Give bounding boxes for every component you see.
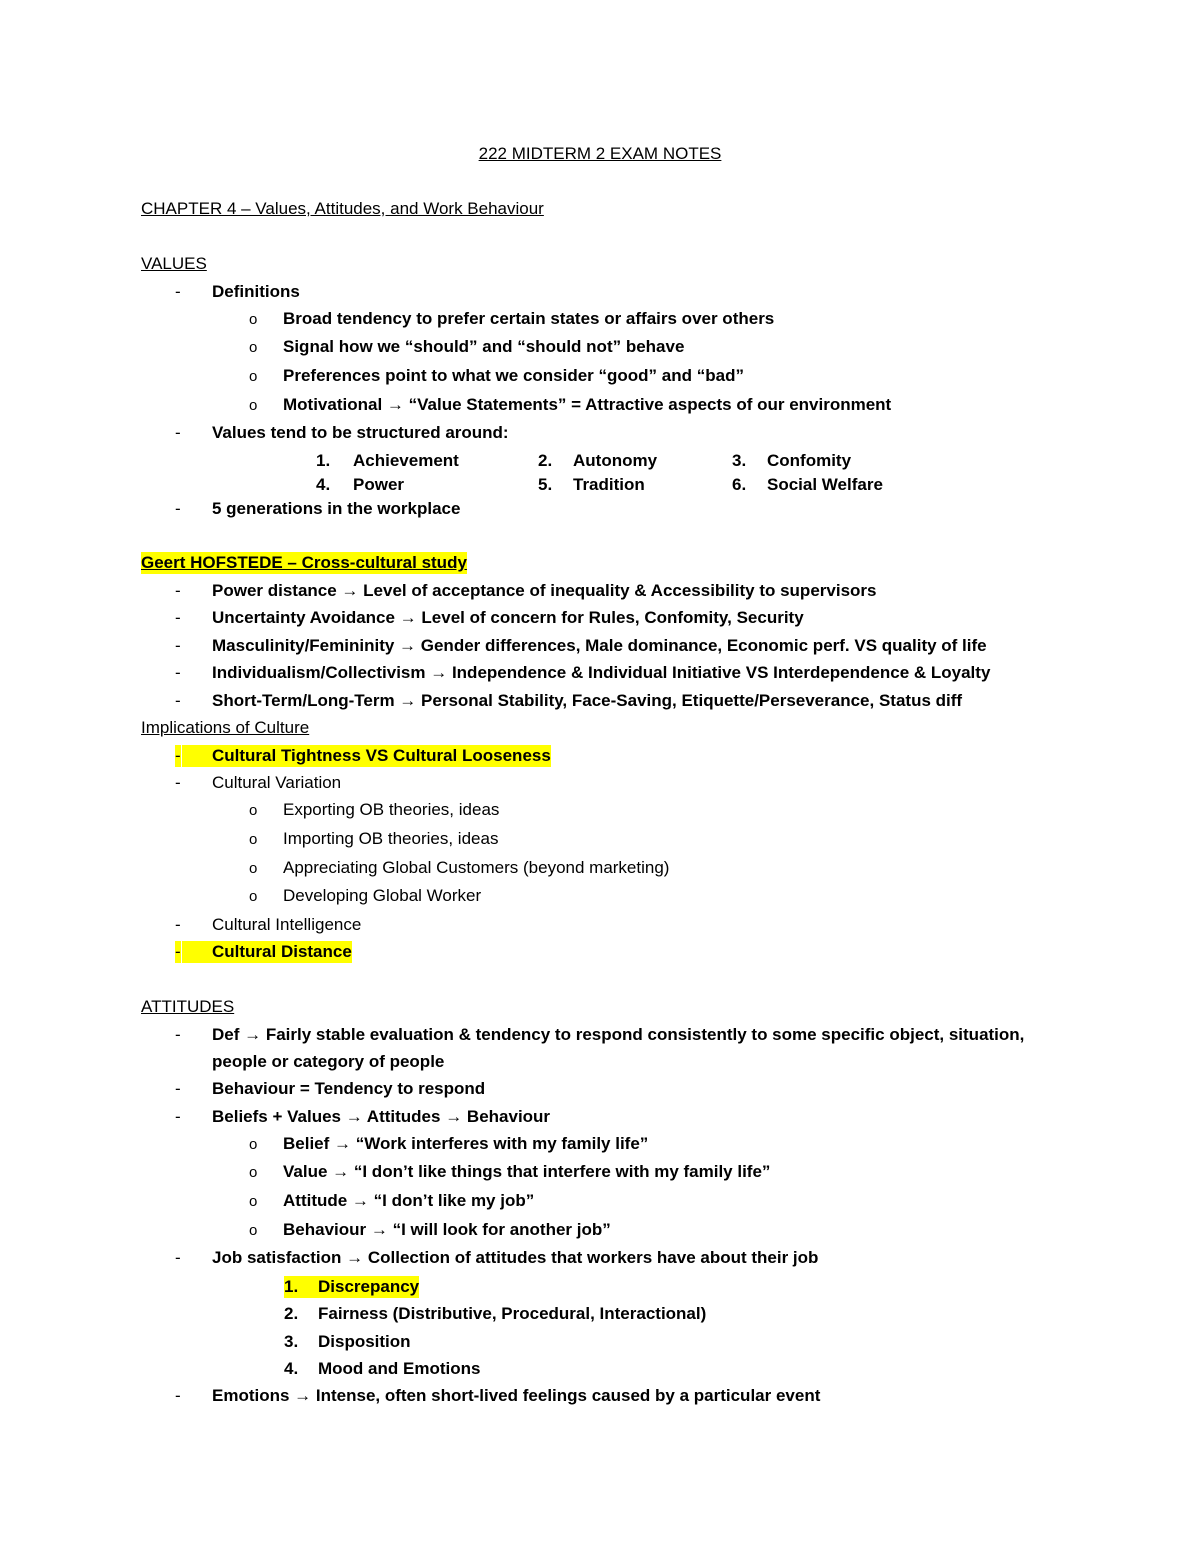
values-heading: VALUES	[141, 254, 207, 273]
job-sat-factor: Mood and Emotions	[318, 1359, 481, 1378]
values-structured-label: Values tend to be structured around:	[212, 423, 509, 442]
chain-sub-item: Attitude → “I don’t like my job”	[283, 1191, 535, 1210]
dash-bullet: -	[175, 1079, 181, 1098]
generations-item: 5 generations in the workplace	[212, 499, 461, 518]
job-sat-number: 4.	[284, 1359, 299, 1378]
job-sat-factor: Fairness (Distributive, Procedural, Interactional)	[318, 1304, 707, 1323]
value-item: Power	[353, 475, 405, 494]
attitude-def-line2: people or category of people	[212, 1052, 445, 1071]
dash-bullet: -	[175, 282, 181, 301]
value-number: 3.	[732, 451, 747, 470]
dash-bullet: -	[175, 691, 181, 710]
variation-sub-item: Importing OB theories, ideas	[283, 829, 499, 848]
chain-sub-item: Value → “I don’t like things that interfere with my family life”	[283, 1162, 771, 1181]
chain-sub-item: Belief → “Work interferes with my family life”	[283, 1134, 649, 1153]
dash-bullet: -	[175, 499, 181, 518]
variation-sub-item: Appreciating Global Customers (beyond marketing)	[283, 858, 670, 877]
distance-item: Cultural Distance	[212, 942, 352, 961]
page-title: 222 MIDTERM 2 EXAM NOTES	[478, 144, 722, 163]
dash-bullet: -	[175, 942, 181, 961]
job-sat-number: 1.	[284, 1277, 299, 1296]
dash-bullet: -	[175, 1107, 181, 1126]
chain-sub-item: Behaviour → “I will look for another job”	[283, 1220, 611, 1239]
dash-bullet: -	[175, 581, 181, 600]
circle-bullet: o	[249, 368, 258, 385]
dash-bullet: -	[175, 608, 181, 627]
highlight-gap	[182, 941, 212, 963]
variation-sub-item: Exporting OB theories, ideas	[283, 800, 500, 819]
dash-bullet: -	[175, 423, 181, 442]
value-item: Tradition	[573, 475, 645, 494]
circle-bullet: o	[249, 831, 258, 848]
dash-bullet: -	[175, 1386, 181, 1405]
hofstede-item: Individualism/Collectivism → Independence & Individual Initiative VS Interdependence & Loyalty	[212, 663, 991, 682]
job-sat-number: 3.	[284, 1332, 299, 1351]
hofstede-item: Masculinity/Femininity → Gender differences, Male dominance, Economic perf. VS quality of life	[212, 636, 987, 655]
value-number: 6.	[732, 475, 747, 494]
behaviour-item: Behaviour = Tendency to respond	[212, 1079, 486, 1098]
circle-bullet: o	[249, 311, 258, 328]
job-satisfaction-item: Job satisfaction → Collection of attitudes that workers have about their job	[212, 1248, 819, 1267]
dash-bullet: -	[175, 746, 181, 765]
hofstede-heading: Geert HOFSTEDE – Cross-cultural study	[141, 553, 467, 572]
value-item: Achievement	[353, 451, 459, 470]
definition-item: Preferences point to what we consider “good” and “bad”	[283, 366, 744, 385]
value-number: 1.	[316, 451, 331, 470]
dash-bullet: -	[175, 1025, 181, 1044]
value-number: 5.	[538, 475, 553, 494]
variation-sub-item: Developing Global Worker	[283, 886, 482, 905]
definitions-label: Definitions	[212, 282, 300, 301]
attitude-def-line1: Def → Fairly stable evaluation & tendency to respond consistently to some specific object, situation,	[212, 1025, 1025, 1044]
job-sat-factor: Disposition	[318, 1332, 411, 1351]
definition-item: Broad tendency to prefer certain states or affairs over others	[283, 309, 775, 328]
dash-bullet: -	[175, 663, 181, 682]
chain-item: Beliefs + Values → Attitudes → Behaviour	[212, 1107, 551, 1126]
definition-item: Motivational → “Value Statements” = Attractive aspects of our environment	[283, 395, 892, 414]
value-number: 2.	[538, 451, 553, 470]
circle-bullet: o	[249, 888, 258, 905]
attitudes-heading: ATTITUDES	[141, 997, 235, 1016]
value-item: Autonomy	[573, 451, 658, 470]
dash-bullet: -	[175, 636, 181, 655]
hofstede-item: Short-Term/Long-Term → Personal Stability, Face-Saving, Etiquette/Perseverance, Status diff	[212, 691, 963, 710]
value-number: 4.	[316, 475, 331, 494]
circle-bullet: o	[249, 1222, 258, 1239]
circle-bullet: o	[249, 802, 258, 819]
job-sat-factor: Discrepancy	[318, 1277, 420, 1296]
circle-bullet: o	[249, 860, 258, 877]
circle-bullet: o	[249, 1164, 258, 1181]
variation-item: Cultural Variation	[212, 773, 342, 792]
circle-bullet: o	[249, 339, 258, 356]
value-item: Confomity	[767, 451, 852, 470]
highlight-gap	[182, 745, 212, 767]
circle-bullet: o	[249, 1193, 258, 1210]
dash-bullet: -	[175, 915, 181, 934]
dash-bullet: -	[175, 773, 181, 792]
chapter-heading: CHAPTER 4 – Values, Attitudes, and Work Behaviour	[141, 199, 544, 218]
circle-bullet: o	[249, 397, 258, 414]
circle-bullet: o	[249, 1136, 258, 1153]
job-sat-number: 2.	[284, 1304, 299, 1323]
implications-heading: Implications of Culture	[141, 718, 310, 737]
hofstede-item: Uncertainty Avoidance → Level of concern for Rules, Confomity, Security	[212, 608, 804, 627]
value-item: Social Welfare	[767, 475, 883, 494]
highlight-gap	[300, 1276, 318, 1298]
intelligence-item: Cultural Intelligence	[212, 915, 362, 934]
hofstede-item: Power distance → Level of acceptance of inequality & Accessibility to supervisors	[212, 581, 877, 600]
definition-item: Signal how we “should” and “should not” behave	[283, 337, 685, 356]
emotions-item: Emotions → Intense, often short-lived feelings caused by a particular event	[212, 1386, 821, 1405]
tightness-item: Cultural Tightness VS Cultural Looseness	[212, 746, 551, 765]
dash-bullet: -	[175, 1248, 181, 1267]
